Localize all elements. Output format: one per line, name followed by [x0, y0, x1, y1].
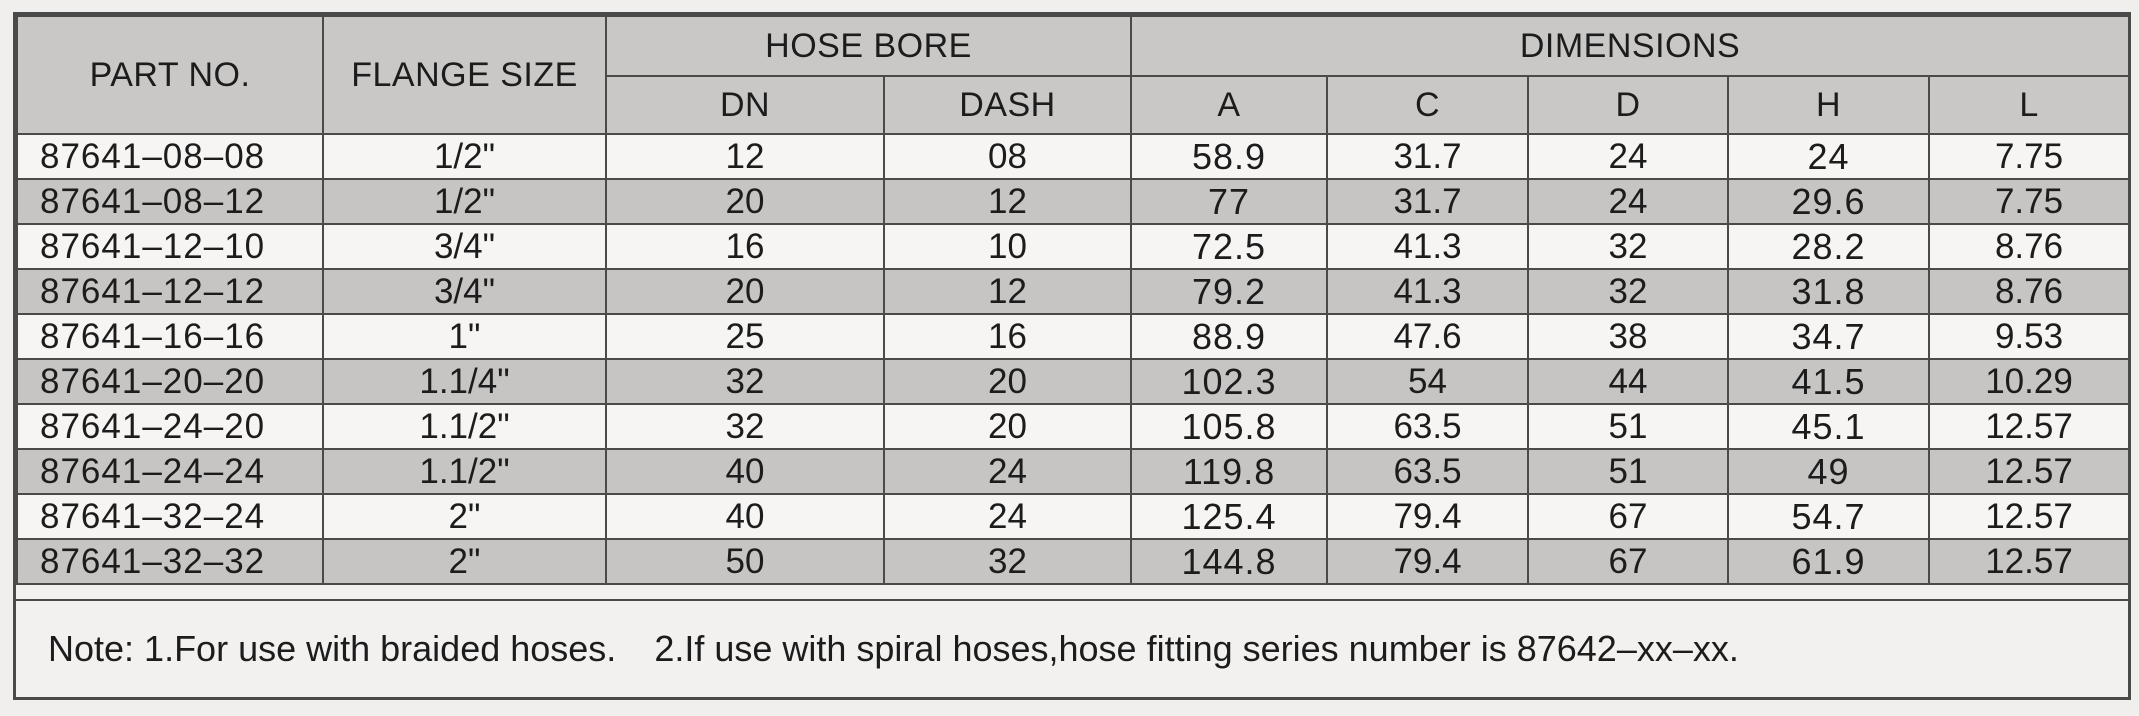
cell-dash: 08: [884, 134, 1131, 179]
table-row: [17, 269, 2129, 314]
cell-part-no: 87641–20–20: [17, 359, 323, 404]
note-braided: Note: 1.For use with braided hoses.: [48, 628, 617, 669]
cell-part-no: 87641–32–32: [17, 539, 323, 584]
cell-part-no: 87641–24–24: [17, 449, 323, 494]
cell-dim-h: 34.7: [1728, 314, 1929, 359]
note-spiral: 2.If use with spiral hoses,hose fitting series number is 87642–xx–xx.: [654, 628, 1739, 669]
cell-dim-d: 67: [1528, 494, 1728, 539]
cell-dim-l: 9.53: [1929, 314, 2129, 359]
cell-dim-a: 102.3: [1131, 359, 1327, 404]
cell-dim-a: 77: [1131, 179, 1327, 224]
cell-dim-d: 44: [1528, 359, 1728, 404]
table-row: [17, 179, 2129, 224]
cell-dim-c: 47.6: [1327, 314, 1528, 359]
table-row: [17, 134, 2129, 179]
cell-dash: 24: [884, 449, 1131, 494]
cell-dn: 16: [606, 224, 884, 269]
cell-dn: 25: [606, 314, 884, 359]
cell-dim-a: 58.9: [1131, 134, 1327, 179]
cell-dash: 24: [884, 494, 1131, 539]
header-dash: DASH: [884, 76, 1131, 134]
cell-dash: 12: [884, 269, 1131, 314]
header-hose-bore: HOSE BORE: [606, 16, 1131, 76]
cell-dim-l: 12.57: [1929, 494, 2129, 539]
cell-dim-l: 8.76: [1929, 224, 2129, 269]
cell-dim-l: 8.76: [1929, 269, 2129, 314]
cell-dim-d: 38: [1528, 314, 1728, 359]
header-dimensions: DIMENSIONS: [1131, 16, 2129, 76]
cell-flange-size: 2": [323, 494, 606, 539]
header-dim-h: H: [1728, 76, 1929, 134]
table-row: [17, 224, 2129, 269]
cell-dim-c: 79.4: [1327, 539, 1528, 584]
header-part-no: PART NO.: [17, 16, 323, 134]
cell-dn: 20: [606, 179, 884, 224]
cell-flange-size: 1.1/2": [323, 449, 606, 494]
header-dim-l: L: [1929, 76, 2129, 134]
cell-dim-c: 79.4: [1327, 494, 1528, 539]
cell-dim-d: 67: [1528, 539, 1728, 584]
cell-dim-h: 54.7: [1728, 494, 1929, 539]
cell-dash: 20: [884, 404, 1131, 449]
table-body: [17, 134, 2129, 584]
cell-dn: 20: [606, 269, 884, 314]
cell-dim-h: 45.1: [1728, 404, 1929, 449]
cell-dash: 20: [884, 359, 1131, 404]
cell-dim-c: 63.5: [1327, 449, 1528, 494]
cell-flange-size: 1.1/2": [323, 404, 606, 449]
cell-dim-a: 125.4: [1131, 494, 1327, 539]
cell-dim-l: 7.75: [1929, 134, 2129, 179]
hose-fitting-spec-table: [16, 15, 2130, 585]
cell-dim-c: 63.5: [1327, 404, 1528, 449]
cell-dim-c: 41.3: [1327, 224, 1528, 269]
cell-dn: 50: [606, 539, 884, 584]
header-flange-size: FLANGE SIZE: [323, 16, 606, 134]
header-dim-d: D: [1528, 76, 1728, 134]
cell-part-no: 87641–32–24: [17, 494, 323, 539]
cell-dim-d: 51: [1528, 404, 1728, 449]
cell-part-no: 87641–08–12: [17, 179, 323, 224]
cell-dim-a: 72.5: [1131, 224, 1327, 269]
cell-dim-c: 54: [1327, 359, 1528, 404]
table-header: [17, 16, 2129, 134]
table-row: [17, 314, 2129, 359]
cell-part-no: 87641–16–16: [17, 314, 323, 359]
cell-dim-h: 24: [1728, 134, 1929, 179]
cell-dim-c: 31.7: [1327, 134, 1528, 179]
cell-dim-l: 12.57: [1929, 539, 2129, 584]
table-row: [17, 359, 2129, 404]
cell-part-no: 87641–12–10: [17, 224, 323, 269]
cell-dim-a: 119.8: [1131, 449, 1327, 494]
cell-flange-size: 1/2": [323, 179, 606, 224]
cell-dim-d: 24: [1528, 134, 1728, 179]
cell-dim-h: 49: [1728, 449, 1929, 494]
cell-dash: 16: [884, 314, 1131, 359]
cell-dim-h: 31.8: [1728, 269, 1929, 314]
table-row: [17, 539, 2129, 584]
cell-flange-size: 1": [323, 314, 606, 359]
cell-dim-a: 88.9: [1131, 314, 1327, 359]
cell-dn: 32: [606, 404, 884, 449]
cell-dim-h: 41.5: [1728, 359, 1929, 404]
cell-flange-size: 2": [323, 539, 606, 584]
cell-dim-h: 28.2: [1728, 224, 1929, 269]
cell-dim-a: 144.8: [1131, 539, 1327, 584]
header-dim-c: C: [1327, 76, 1528, 134]
cell-dim-c: 41.3: [1327, 269, 1528, 314]
table-row: [17, 494, 2129, 539]
footnote: [16, 599, 2128, 697]
cell-dim-a: 79.2: [1131, 269, 1327, 314]
cell-part-no: 87641–08–08: [17, 134, 323, 179]
cell-dim-d: 32: [1528, 269, 1728, 314]
cell-dim-h: 61.9: [1728, 539, 1929, 584]
cell-part-no: 87641–12–12: [17, 269, 323, 314]
cell-dim-h: 29.6: [1728, 179, 1929, 224]
cell-flange-size: 3/4": [323, 224, 606, 269]
cell-dim-l: 12.57: [1929, 449, 2129, 494]
cell-dash: 32: [884, 539, 1131, 584]
spec-table-frame: [13, 12, 2131, 700]
cell-dim-d: 32: [1528, 224, 1728, 269]
cell-part-no: 87641–24–20: [17, 404, 323, 449]
cell-dim-d: 24: [1528, 179, 1728, 224]
cell-dim-d: 51: [1528, 449, 1728, 494]
table-row: [17, 449, 2129, 494]
cell-dn: 40: [606, 494, 884, 539]
cell-dim-l: 7.75: [1929, 179, 2129, 224]
cell-dim-c: 31.7: [1327, 179, 1528, 224]
cell-flange-size: 1/2": [323, 134, 606, 179]
cell-dn: 40: [606, 449, 884, 494]
cell-dn: 12: [606, 134, 884, 179]
cell-dim-a: 105.8: [1131, 404, 1327, 449]
cell-dim-l: 12.57: [1929, 404, 2129, 449]
cell-flange-size: 1.1/4": [323, 359, 606, 404]
cell-dash: 10: [884, 224, 1131, 269]
header-dn: DN: [606, 76, 884, 134]
header-dim-a: A: [1131, 76, 1327, 134]
cell-dn: 32: [606, 359, 884, 404]
cell-flange-size: 3/4": [323, 269, 606, 314]
cell-dim-l: 10.29: [1929, 359, 2129, 404]
cell-dash: 12: [884, 179, 1131, 224]
table-row: [17, 404, 2129, 449]
